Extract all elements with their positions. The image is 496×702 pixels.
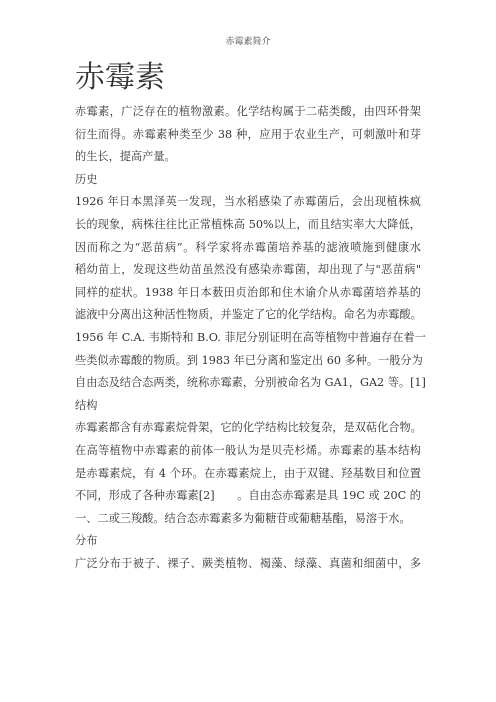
section-heading: 历史	[75, 172, 98, 186]
body-text-line: 1926 年日本黑泽英一发现，当水稻感染了赤霉菌后，会出现植株疯	[75, 195, 421, 209]
section-heading: 分布	[75, 534, 98, 548]
body-text-line: 在高等植物中赤霉素的前体一般认为是贝壳杉烯。赤霉素的基本结构	[75, 443, 421, 457]
body-text-line: 稻幼苗上，发现这些幼苗虽然没有感染赤霉菌，却出现了与"恶苗病"	[75, 263, 421, 277]
body-text-line: 滤液中分离出这种活性物质，并鉴定了它的化学结构。命名为赤霉酸。	[75, 308, 422, 322]
body-text-line: 自由态及结合态两类，统称赤霉素，分别被命名为 GA1，GA2 等。[1]	[75, 376, 426, 390]
body-text-line: 一、二或三羧酸。结合态赤霉素多为葡糖苷或葡糖基酯，易溶于水。	[75, 511, 411, 525]
body-text-line: 赤霉素都含有赤霉素烷骨架，它的化学结构比较复杂，是双萜化合物。	[75, 421, 422, 435]
body-text-line: 不同，形成了各种赤霉素[2] 。自由态赤霉素是具 19C 或 20C 的	[75, 489, 421, 503]
body-text-line: 广泛分布于被子、裸子、蕨类植物、褐藻、绿藻、真菌和细菌中，多	[75, 556, 421, 570]
body-text-line: 1956 年 C.A. 韦斯特和 B.O. 菲尼分别证明在高等植物中普遍存在着一	[75, 330, 426, 344]
body-text-line: 赤霉素，广泛存在的植物激素。化学结构属于二萜类酸，由四环骨架	[75, 105, 421, 118]
running-header: 赤霉素简介	[225, 37, 271, 47]
body-text-line: 些类似赤霉酸的物质。到 1983 年已分离和鉴定出 60 多种。一般分为	[75, 353, 423, 367]
body-text-line: 因而称之为“恶苗病”。科学家将赤霉菌培养基的滤液喷施到健康水	[75, 240, 421, 254]
body-text-line: 的生长，提高产量。	[75, 150, 176, 164]
section-heading: 结构	[75, 398, 98, 412]
body-text-line: 是赤霉素烷，有 4 个环。在赤霉素烷上，由于双键、羟基数目和位置	[75, 466, 421, 480]
page-title: 赤霉素	[75, 60, 165, 95]
document-body	[75, 101, 426, 575]
body-text-line: 衍生而得。赤霉素种类至少 38 种，应用于农业生产，可刺激叶和芽	[75, 127, 421, 141]
body-text-line: 同样的症状。1938 年日本薮田贞治郎和住木谕介从赤霉菌培养基的	[75, 285, 421, 299]
body-text-line: 长的现象，病株往往比正常植株高 50%以上，而且结实率大大降低，	[75, 217, 421, 231]
